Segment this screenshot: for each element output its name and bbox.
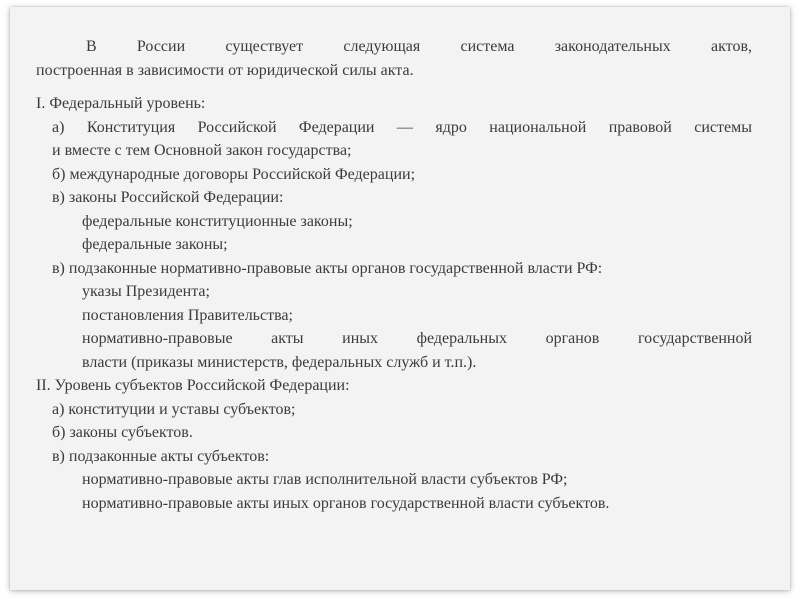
slide-text [36, 35, 752, 515]
federal-item-a [36, 116, 752, 163]
federal-bylaws-item-3-line-1: нормативно-правовые акты иных федеральных органов государственной [82, 330, 752, 347]
federal-bylaws-item: указы Президента; [82, 283, 210, 300]
federal-item-a-line-1: а) Конституция Российской Федерации — ядро национальной правовой системы [52, 118, 752, 136]
federal-laws-item: федеральные законы; [82, 236, 228, 253]
regional-item-v: в) подзаконные акты субъектов: [52, 447, 270, 465]
federal-item-a-line-2: и вместе с тем Основной закон государства; [52, 142, 352, 159]
regional-item-b: б) законы субъектов. [52, 424, 193, 441]
regional-bylaws-item: нормативно-правовые акты иных органов государственной власти субъектов. [82, 494, 610, 512]
federal-bylaws-item-3-line-2: власти (приказы министерств, федеральных служб и т.п.). [82, 353, 477, 371]
regional-item-a: а) конституции и уставы субъектов; [52, 400, 296, 418]
federal-laws-item: федеральные конституционные законы; [82, 212, 353, 230]
slide [10, 7, 790, 590]
federal-item-b: б) международные договоры Российской Федерации; [52, 165, 416, 183]
intro-paragraph [36, 35, 752, 82]
regional-heading: II. Уровень субъектов Российской Федерации: [36, 377, 350, 394]
federal-item-v-laws: в) законы Российской Федерации: [52, 189, 284, 206]
intro-line-1: В России существует следующая система законодательных актов, [86, 38, 752, 55]
federal-item-v-bylaws: в) подзаконные нормативно-правовые акты органов государственной власти РФ: [52, 259, 603, 277]
federal-bylaws-item: постановления Правительства; [82, 306, 293, 324]
federal-bylaws-item [36, 327, 752, 374]
intro-line-2: построенная в зависимости от юридической силы акта. [36, 61, 414, 79]
regional-bylaws-item: нормативно-правовые акты глав исполнительной власти субъектов РФ; [82, 471, 568, 488]
federal-heading: I. Федеральный уровень: [36, 95, 206, 112]
